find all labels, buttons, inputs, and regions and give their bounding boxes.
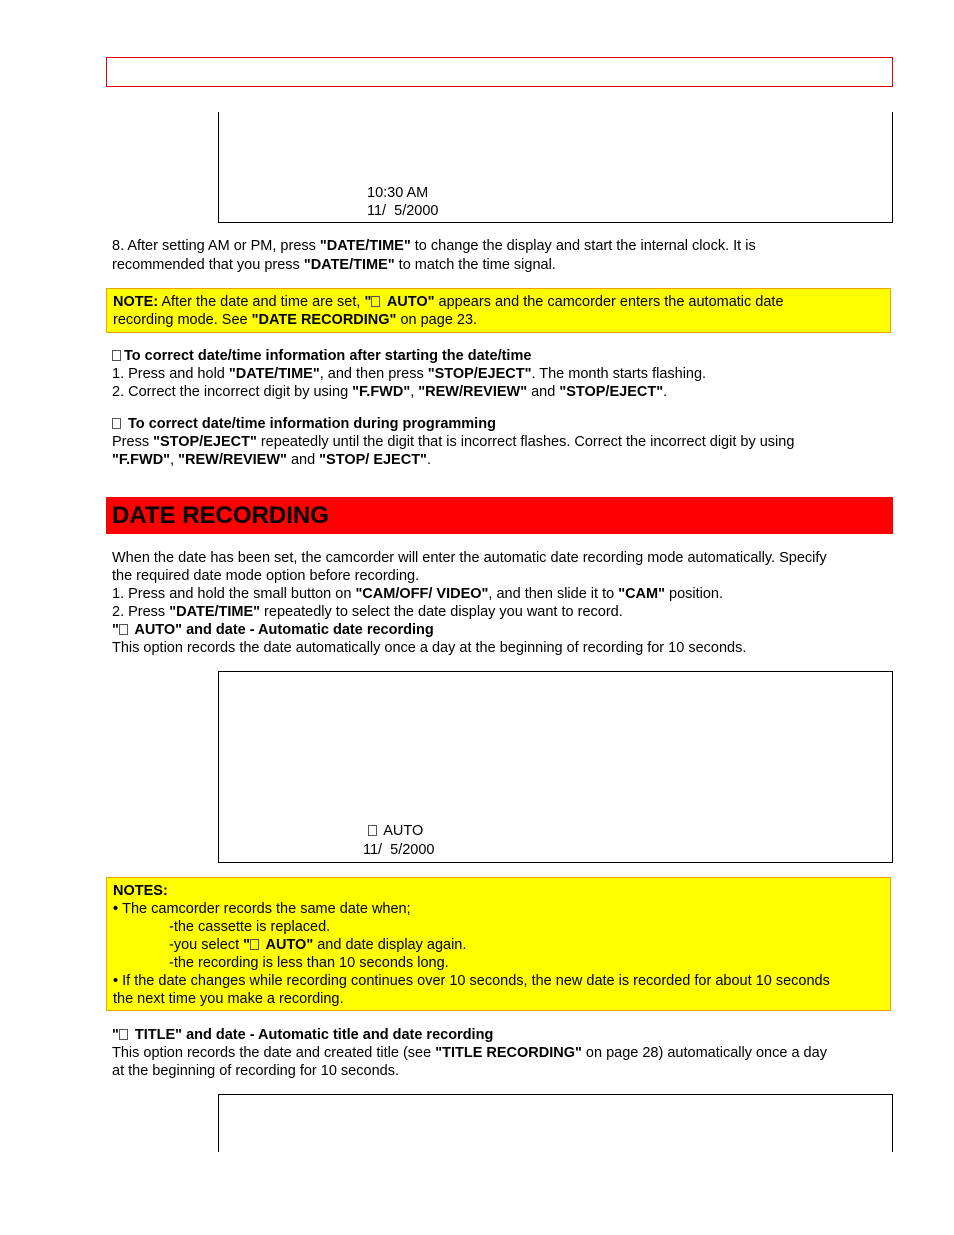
header-box <box>106 57 893 87</box>
correct1-step2: 2. Correct the incorrect digit by using "F.FWD", "REW/REVIEW" and "STOP/EJECT". <box>112 384 668 400</box>
correct1-heading: To correct date/time information after starting the date/time <box>112 347 531 365</box>
intro-step1: 1. Press and hold the small button on "CAM/OFF/ VIDEO", and then slide it to "CAM" position. <box>112 586 724 602</box>
display-frame-auto <box>218 671 893 863</box>
unknown-glyph-icon <box>119 1029 128 1040</box>
correct2-heading: To correct date/time information during programming <box>112 415 496 433</box>
unknown-glyph-icon <box>112 350 121 361</box>
notes-bullet2-line1: • If the date changes while recording continues over 10 seconds, the new date is recorded for about 10 seconds <box>113 973 830 989</box>
display-auto-date: 11/ 5/2000 <box>363 842 435 858</box>
note-line2: recording mode. See "DATE RECORDING" on page 23. <box>113 312 478 328</box>
unknown-glyph-icon <box>371 296 380 307</box>
display-frame-title <box>218 1094 893 1152</box>
notes-label: NOTES: <box>113 883 168 899</box>
auto-option-desc: This option records the date automatically once a day at the beginning of recording for 10 seconds. <box>112 640 747 656</box>
display-time: 10:30 AM <box>367 185 429 201</box>
correct2-line2: "F.FWD", "REW/REVIEW" and "STOP/ EJECT". <box>112 452 431 468</box>
intro-line1: When the date has been set, the camcorder will enter the automatic date recording mode automatically. Specify <box>112 550 827 566</box>
title-option-line2: at the beginning of recording for 10 seconds. <box>112 1063 399 1079</box>
title-option-line1: This option records the date and created title (see "TITLE RECORDING" on page 28) automatically once a day <box>112 1045 827 1061</box>
unknown-glyph-icon <box>368 825 377 836</box>
notes-bullet2-line2: the next time you make a recording. <box>113 991 344 1007</box>
title-option-heading: " TITLE" and date - Automatic title and date recording <box>112 1027 494 1043</box>
display-date: 11/ 5/2000 <box>367 203 439 219</box>
unknown-glyph-icon <box>112 418 121 429</box>
notes-item1: -the cassette is replaced. <box>169 919 331 935</box>
notes-bullet1: • The camcorder records the same date when; <box>113 901 411 917</box>
display-auto-mode: AUTO <box>368 822 423 840</box>
note-box <box>106 288 891 333</box>
auto-option-heading: " AUTO" and date - Automatic date recording <box>112 622 434 638</box>
notes-box <box>106 877 891 1011</box>
correct1-step1: 1. Press and hold "DATE/TIME", and then press "STOP/EJECT". The month starts flashing. <box>112 366 707 382</box>
step8-line1: 8. After setting AM or PM, press "DATE/TIME" to change the display and start the internal clock. It is <box>112 238 756 254</box>
section-title: DATE RECORDING <box>112 502 329 529</box>
note-line1: NOTE: After the date and time are set, " AUTO" appears and the camcorder enters the automatic date <box>113 294 784 310</box>
notes-item3: -the recording is less than 10 seconds long. <box>169 955 449 971</box>
intro-step2: 2. Press "DATE/TIME" repeatedly to select the date display you want to record. <box>112 604 623 620</box>
unknown-glyph-icon <box>119 624 128 635</box>
correct2-line1: Press "STOP/EJECT" repeatedly until the digit that is incorrect flashes. Correct the incorrect digit by using <box>112 434 795 450</box>
notes-item2: -you select " AUTO" and date display again. <box>169 937 467 953</box>
unknown-glyph-icon <box>250 939 259 950</box>
section-banner <box>106 497 893 534</box>
step8-line2: recommended that you press "DATE/TIME" to match the time signal. <box>112 257 556 273</box>
display-frame-time <box>218 112 893 223</box>
intro-line2: the required date mode option before recording. <box>112 568 420 584</box>
